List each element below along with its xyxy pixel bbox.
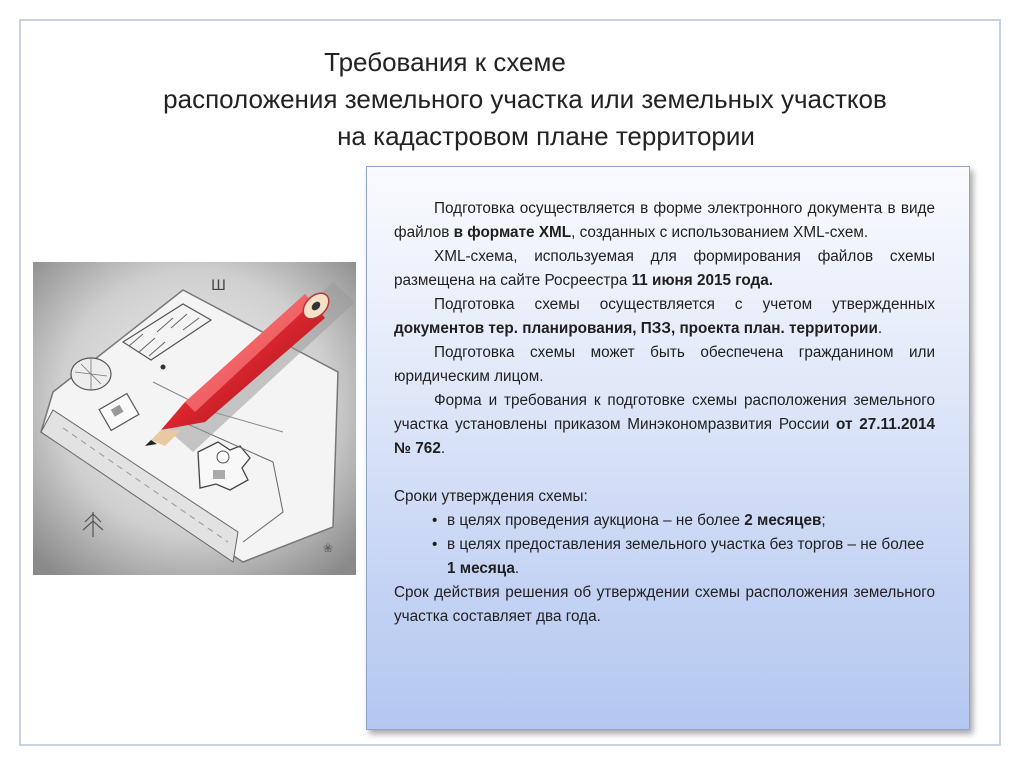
p2-bold-date: 11 июня 2015 года.: [631, 272, 774, 289]
p5-text-1: Форма и требования к подготовке схемы расположения земельного участка установлены приказом Минэкономразвития России: [394, 392, 935, 433]
list-item: [394, 509, 935, 533]
bullet-1-bold: 2 месяцев: [744, 512, 822, 529]
title-line-3: на кадастровом плане территории: [337, 121, 755, 151]
paragraph-planning-documents: [394, 293, 935, 341]
paragraph-who-prepares: [394, 341, 935, 389]
svg-text:❀: ❀: [323, 541, 334, 555]
terms-list: [394, 509, 935, 581]
pencil-drawing-svg: [33, 262, 356, 575]
p5-bold-order: от 27.11.2014 № 762: [394, 416, 936, 457]
list-item: [394, 533, 935, 581]
paragraph-xml-schema: [394, 245, 935, 293]
p5-text-2: .: [440, 440, 446, 457]
paragraph-xml-format: [394, 197, 935, 245]
spacer: [394, 461, 935, 485]
p3-text-1: Подготовка схемы осуществляется с учетом утвержденных: [434, 296, 935, 313]
bullet-2-bold: 1 месяца: [447, 560, 515, 577]
p4-text-1: Подготовка схемы может быть обеспечена гражданином или юридическим лицом.: [394, 344, 935, 385]
p1-bold-xml: в формате XML: [453, 224, 572, 241]
svg-text:Ш: Ш: [211, 278, 226, 294]
bullet-2-text-2: .: [514, 560, 520, 577]
bullet-1-text-2: ;: [821, 512, 826, 529]
slide-title: [100, 44, 950, 155]
bullet-icon: •: [432, 512, 438, 529]
title-line-1: Требования к схеме: [324, 47, 566, 77]
cadastral-plan-pencil-illustration: [33, 262, 356, 575]
bullet-2-text-1: в целях предоставления земельного участка без торгов – не более: [447, 536, 925, 553]
p1-text-1: Подготовка осуществляется в форме электронного документа в виде файлов: [394, 200, 935, 241]
p3-bold-documents: документов тер. планирования, ПЗЗ, проекта план. территории: [394, 320, 878, 337]
requirements-text-box: [366, 166, 970, 730]
p3-text-2: .: [877, 320, 883, 337]
p1-text-2: , созданных с использованием XML-схем.: [571, 224, 869, 241]
validity-text: Срок действия решения об утверждении схемы расположения земельного участка составляет два года.: [394, 584, 935, 625]
bullet-icon: •: [432, 536, 438, 553]
paragraph-order: [394, 389, 935, 461]
terms-heading: Сроки утверждения схемы:: [394, 488, 588, 505]
bullet-1-text-1: в целях проведения аукциона – не более: [447, 512, 745, 529]
title-line-2: расположения земельного участка или земельных участков: [163, 84, 887, 114]
p2-text-1: XML-схема, используемая для формирования файлов схемы размещена на сайте Росреестра: [394, 248, 935, 289]
